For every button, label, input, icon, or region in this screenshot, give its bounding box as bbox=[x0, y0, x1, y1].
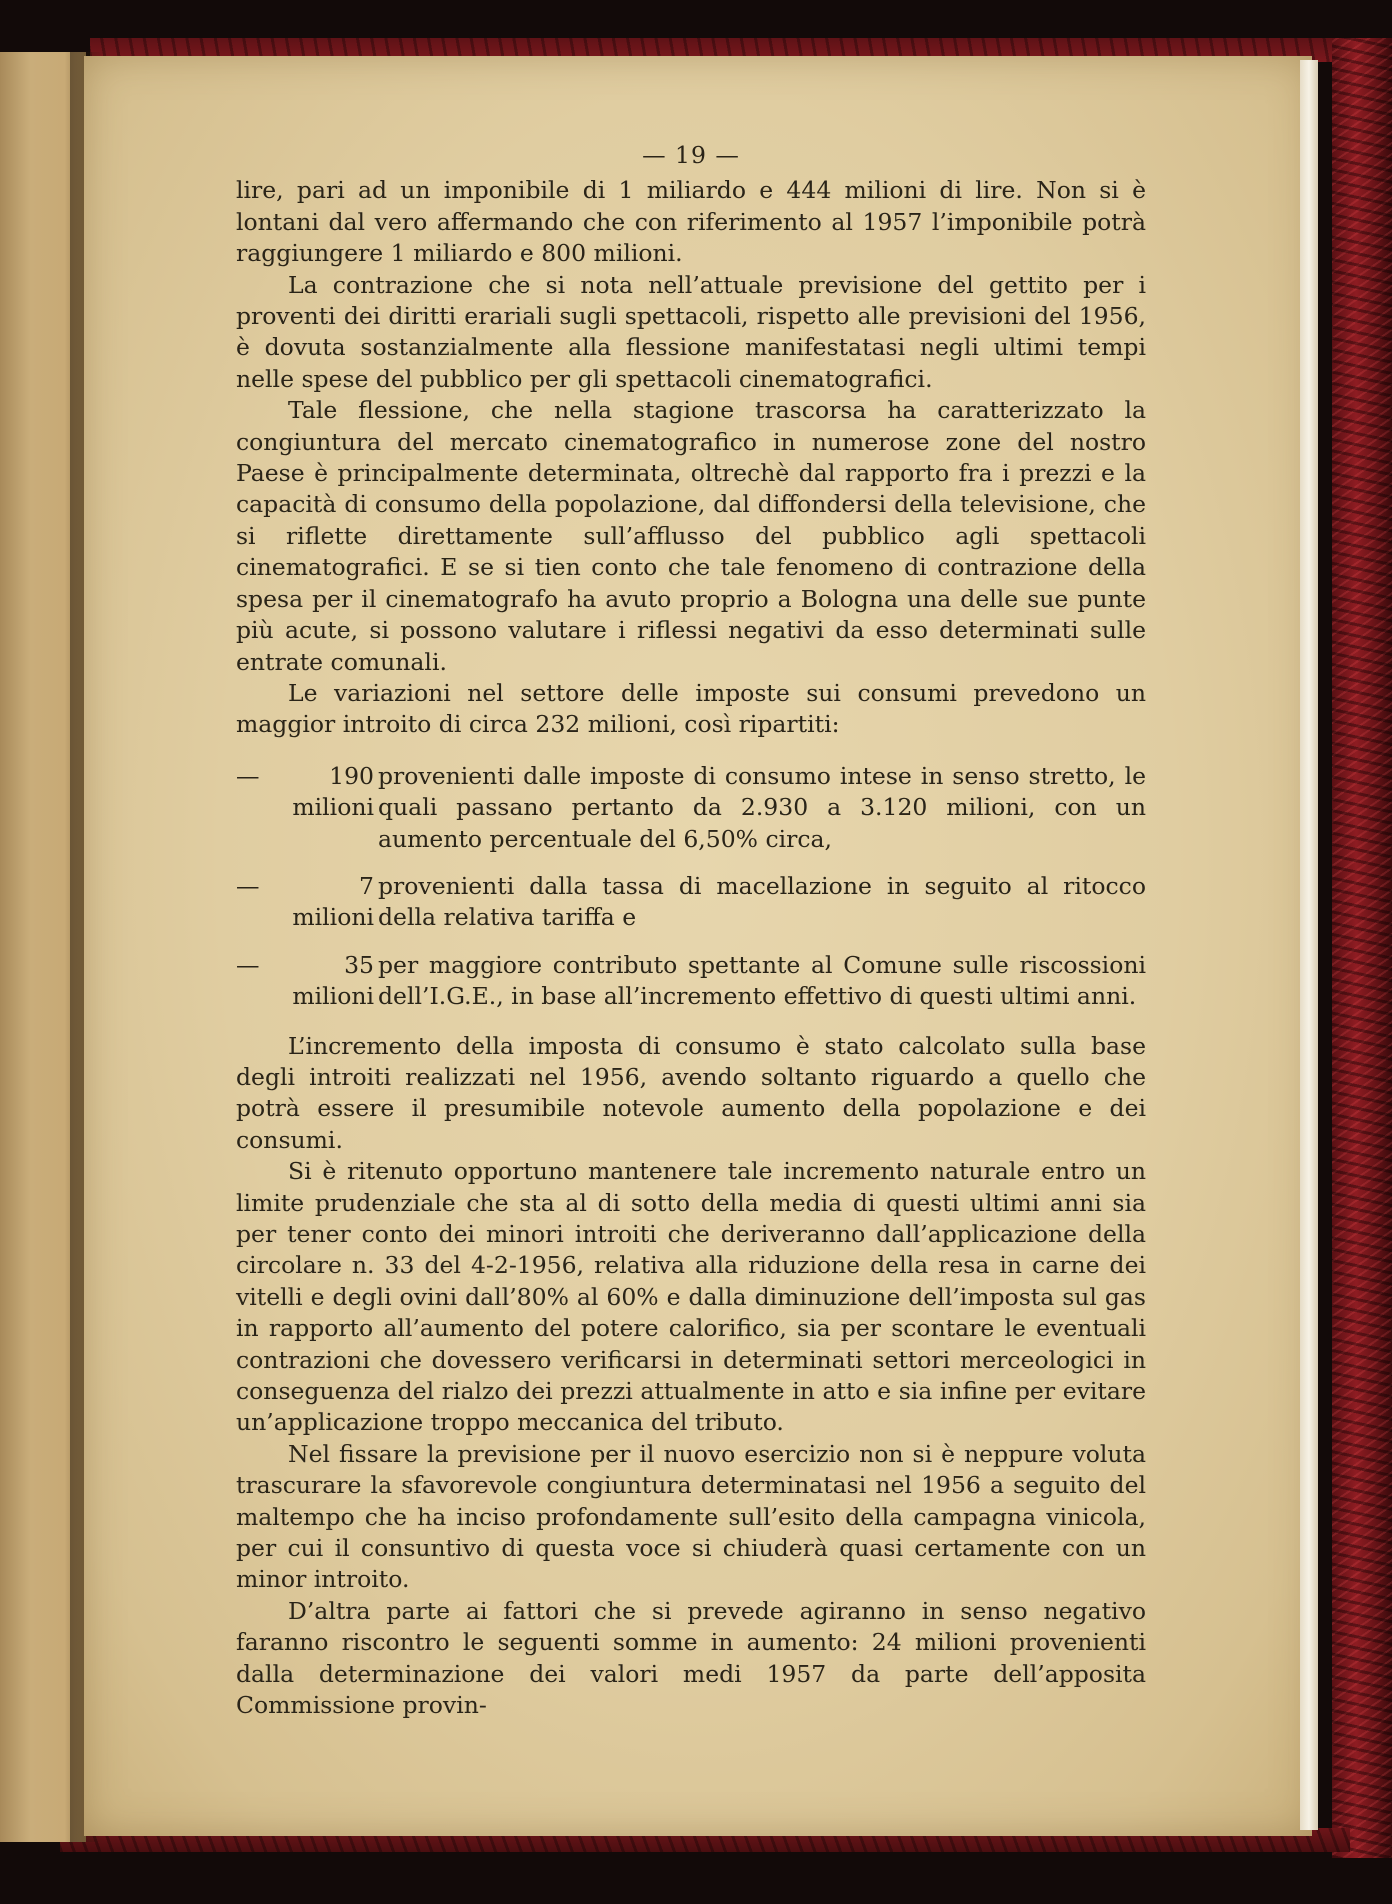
page-text bbox=[236, 140, 1146, 1722]
list-amount: 7 milioni bbox=[292, 871, 374, 932]
paragraph: lire, pari ad un imponibile di 1 miliardo e 444 milioni di lire. Non si è lontani dal vero affermando che con riferimento al 1957 l’imponibile potrà raggiungere 1 miliardo e 800 milioni. bbox=[236, 176, 1146, 268]
page-stack-edge bbox=[1300, 60, 1318, 1830]
cover-right-edge bbox=[1332, 38, 1392, 1858]
list-item bbox=[236, 871, 1146, 934]
list-dash: — bbox=[236, 871, 260, 900]
list-amount: 190 milioni bbox=[292, 761, 374, 822]
list-dash: — bbox=[236, 950, 260, 979]
list-description: provenienti dalla tassa di macellazione in seguito al ritocco della relativa tariffa e bbox=[378, 871, 1146, 932]
list-item bbox=[236, 761, 1146, 855]
paragraph: Nel fissare la previsione per il nuovo esercizio non si è neppure voluta trascurare la sfavorevole congiuntura determinatasi nel 1956 a seguito del maltempo che ha inciso profondamente sull’esito della campagna vinicola, per cui il consuntivo di questa voce si chiuderà quasi certamente con un minor introito. bbox=[236, 1439, 1146, 1594]
page-number: — 19 — bbox=[642, 141, 740, 169]
paragraphs-top bbox=[236, 175, 1146, 740]
list-description: provenienti dalle imposte di consumo intese in senso stretto, le quali passano pertanto da 2.930 a 3.120 milioni, con un aumento percentuale del 6,50% circa, bbox=[378, 761, 1146, 853]
paragraph: Si è ritenuto opportuno mantenere tale incremento naturale entro un limite prudenziale che sta al di sotto della media di questi ultimi anni sia per tener conto dei minori introiti che deriveranno dall’applicazione della circolare n. 33 del 4-2-1956, relativa alla riduzione della resa in carne dei vitelli e degli ovini dall’80% al 60% e dalla diminuzione dell’imposta sul gas in rapporto all’aumento del potere calorifico, sia per scontare le eventuali contrazioni che dovessero verificarsi in determinati settori merceologici in conseguenza del rialzo dei prezzi attualmente in atto e sia infine per evitare un’applicazione troppo meccanica del tributo. bbox=[236, 1157, 1146, 1437]
paragraph: D’altra parte ai fattori che si prevede agiranno in senso negativo faranno riscontro le seguenti somme in aumento: 24 milioni provenienti dalla determinazione dei valori medi 1957 da parte dell’apposita Commissione provin- bbox=[236, 1596, 1146, 1720]
paragraph: L’incremento della imposta di consumo è stato calcolato sulla base degli introiti realizzati nel 1956, avendo soltanto riguardo a quello che potrà essere il presumibile notevole aumento della popolazione e dei consumi. bbox=[236, 1031, 1146, 1154]
revenue-breakdown-list bbox=[236, 761, 1146, 1013]
list-item bbox=[236, 950, 1146, 1013]
list-amount: 35 milioni bbox=[292, 950, 374, 1011]
paragraphs-bottom bbox=[236, 1031, 1146, 1722]
list-description: per maggiore contributo spettante al Comune sulle riscossioni dell’I.G.E., in base all’incremento effettivo di questi ultimi anni. bbox=[378, 950, 1146, 1011]
paragraph: La contrazione che si nota nell’attuale previsione del gettito per i proventi dei diritti erariali sugli spettacoli, rispetto alle previsioni del 1956, è dovuta sostanzialmente alla flessione manifestatasi negli ultimi tempi nelle spese del pubblico per gli spettacoli cinematografici. bbox=[236, 270, 1146, 393]
list-dash: — bbox=[236, 761, 260, 790]
paragraph: Le variazioni nel settore delle imposte sui consumi prevedono un maggior introito di circa 232 milioni, così ripartiti: bbox=[236, 678, 1146, 739]
paragraph: Tale flessione, che nella stagione trascorsa ha caratterizzato la congiuntura del mercato cinematografico in numerose zone del nostro Paese è principalmente determinata, oltrechè dal rapporto fra i prezzi e la capacità di consumo della popolazione, dal diffondersi della televisione, che si riflette direttamente sull’afflusso del pubblico agli spettacoli cinematografici. E se si tien conto che tale fenomeno di contrazione della spesa per il cinematografo ha avuto proprio a Bologna una delle sue punte più acute, si possono valutare i riflessi negativi da esso determinati sulle entrate comunali. bbox=[236, 396, 1146, 676]
